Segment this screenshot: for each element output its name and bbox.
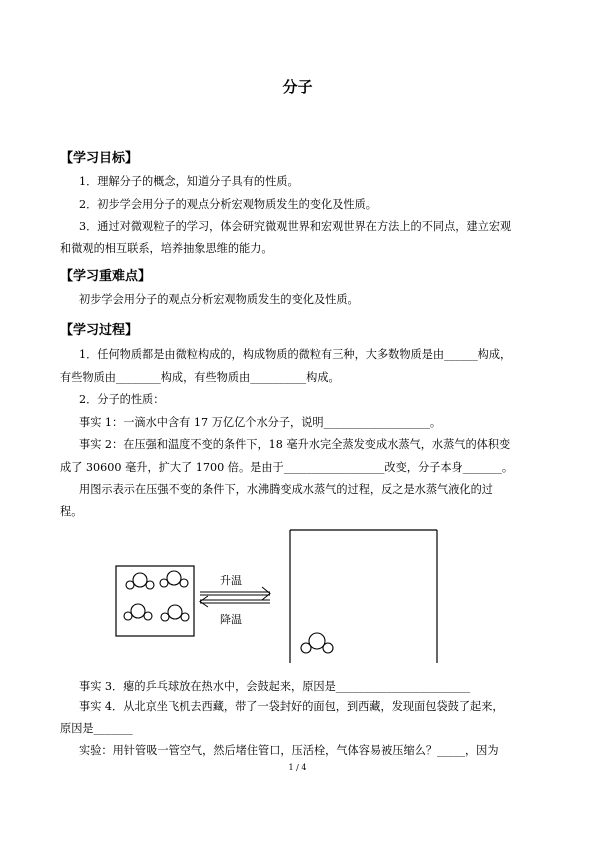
goal-3-line-1: 3．通过对微观粒子的学习，体会研究微观世界和宏观世界在方法上的不同点，建立宏观 (79, 220, 512, 233)
process-1-line-1: 1．任何物质都是由微粒构成的，构成物质的微粒有三种，大多数物质是由______构成， (79, 348, 512, 361)
goal-2: 2．初步学会用分子的观点分析宏观物质发生的变化及性质。 (79, 198, 377, 211)
liquid-water-box (110, 560, 200, 640)
key-point-text: 初步学会用分子的观点分析宏观物质发生的变化及性质。 (79, 293, 359, 306)
fact-1: 事实 1：一滴水中含有 17 万亿亿个水分子，说明___________________。 (79, 416, 442, 429)
experiment-line: 实验：用针管吸一管空气，然后堵住管口，压活栓，气体容易被压缩么？_____，因为 (79, 744, 499, 757)
goal-1: 1．理解分子的概念，知道分子具有的性质。 (79, 175, 299, 188)
water-vapor-box (285, 525, 445, 667)
section-heading-key-points: 【学习重难点】 (60, 269, 152, 284)
goal-3-line-2: 和微观的相互联系，培养抽象思维的能力。 (60, 242, 273, 255)
fact-4-line-2: 原因是_______ (60, 722, 133, 735)
fact-2-line-1: 事实 2：在压强和温度不变的条件下，18 毫升水完全蒸发变成水蒸气，水蒸气的体积变 (79, 438, 511, 451)
fact-2-line-2: 成了 30600 毫升，扩大了 1700 倍。是由于__________________改变，分子本身_______。 (60, 461, 514, 474)
reversible-arrows (198, 585, 273, 609)
fact-4-line-1: 事实 4．从北京坐飞机去西藏，带了一袋封好的面包，到西藏，发现面包袋鼓了起来， (79, 700, 504, 713)
page-title: 分子 (282, 78, 313, 96)
page-number: 1 / 4 (288, 763, 307, 772)
section-heading-process: 【学习过程】 (60, 323, 139, 338)
process-2: 2．分子的性质： (79, 393, 165, 406)
process-1-line-2: 有些物质由________构成，有些物质由__________构成。 (60, 371, 340, 384)
fact-3: 事实 3．瘪的乒乓球放在热水中，会鼓起来，原因是________________________ (79, 680, 471, 693)
section-heading-goals: 【学习目标】 (60, 151, 139, 166)
diagram-instruction-line-2: 程。 (60, 505, 83, 518)
diagram-instruction-line-1: 用图示表示在压强不变的条件下，水沸腾变成水蒸气的过程，反之是水蒸气液化的过 (79, 483, 493, 496)
heat-label: 升温 (220, 574, 242, 587)
cool-label: 降温 (220, 613, 242, 626)
